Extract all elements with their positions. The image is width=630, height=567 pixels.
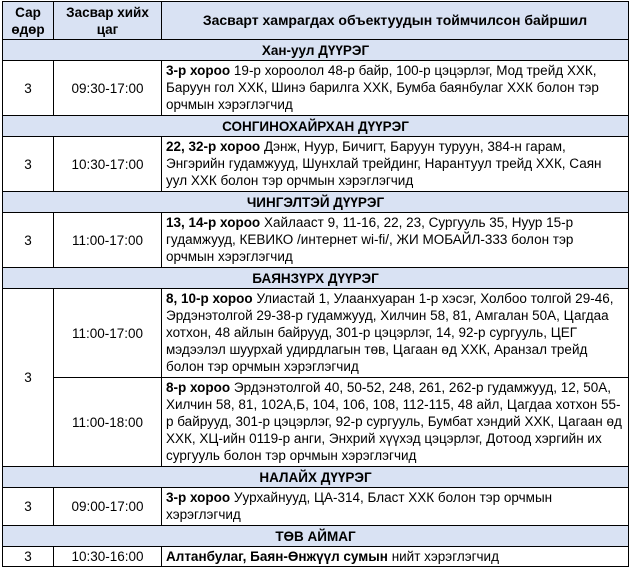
district-row-songinokhairkhan xyxy=(3,116,629,137)
time-cell: 09:30-17:00 xyxy=(54,61,162,116)
khoroo-label: 8, 10-р хороо xyxy=(166,291,253,306)
location-cell xyxy=(162,137,629,192)
location-cell xyxy=(162,488,629,526)
header-day: Сар өдөр xyxy=(3,2,54,40)
table-row xyxy=(3,547,629,567)
location-text: Дэнж, Нуур, Бичигт, Баруун туруун, 384-н гарам, Энгэрийн гудамжууд, Шунхлай трейдинг, Нарантуул трейд ХХК, Саян уул ХХК болон тэр орчмын хэрэглэгчид xyxy=(166,139,602,188)
table-row xyxy=(3,488,629,526)
khoroo-label: 22, 32-р хороо xyxy=(166,139,261,154)
location-text: Улиастай 1, Улаанхуаран 1-р хэсэг, Холбоо толгой 29-46, Эрдэнэтолгой 29-38-р гудамжууд, Хилчин 58, 81, Амгалан 50А, Цагдаа хотхон, 48 айлын байрууд, 301-р цэцэрлэг, 14, 92-р сургууль, ЦЕГ мэдээлэл шуурхай удирдлагын төв, Цагаан өд ХХК, Аранзал трейд болон тэр орчмын хэрэглэгчид xyxy=(166,291,614,374)
table-row xyxy=(3,61,629,116)
header-time: Засвар хийх цаг xyxy=(54,2,162,40)
table-row xyxy=(3,213,629,268)
khoroo-label: 13, 14-р хороо xyxy=(166,215,261,230)
day-cell: 3 xyxy=(3,213,54,268)
day-cell: 3 xyxy=(3,488,54,526)
district-name: СОНГИНОХАЙРХАН ДҮҮРЭГ xyxy=(3,116,629,137)
time-cell: 11:00-17:00 xyxy=(54,289,162,378)
table-row xyxy=(3,289,629,378)
time-cell: 11:00-17:00 xyxy=(54,213,162,268)
location-text: Уурхайнууд, ЦА-314, Бласт ХХК болон тэр орчмын хэрэглэгчид xyxy=(166,490,553,522)
location-cell xyxy=(162,61,629,116)
day-cell: 3 xyxy=(3,61,54,116)
outage-schedule-table xyxy=(2,1,629,567)
location-text: Хайлааст 9, 11-16, 22, 23, Сургууль 35, Нуур 15-р гудамжууд, КЕВИКО /интернет wi-fi/, ЖИ МОБАЙЛ-333 болон тэр орчмын хэрэглэгчид xyxy=(166,215,574,264)
district-name: ЧИНГЭЛТЭЙ ДҮҮРЭГ xyxy=(3,192,629,213)
location-cell xyxy=(162,289,629,378)
location-text: нийт хэрэглэгчид xyxy=(387,549,499,564)
district-name: Хан-уул ДҮҮРЭГ xyxy=(3,40,629,61)
table-row xyxy=(3,137,629,192)
district-row-khan-uul xyxy=(3,40,629,61)
time-cell: 09:00-17:00 xyxy=(54,488,162,526)
khoroo-label: 3-р хороо xyxy=(166,63,231,78)
table-row xyxy=(3,378,629,467)
district-name: БАЯНЗҮРХ ДҮҮРЭГ xyxy=(3,268,629,289)
table-header-row xyxy=(3,2,629,40)
location-text: Эрдэнэтолгой 40, 50-52, 248, 261, 262-р гудамжууд, 12, 50А, Хилчин 58, 81, 102А,Б, 104, 106, 108, 112-115, 48 айл, Цагдаа хотхон 55-р байрууд, 301-р цэцэрлэг, 92-р сургууль, Бумбат хэндий ХХК, Цагаан өд ХХК, ХЦ-ийн 0119-р анги, Энхрий хүүхэд цэцэрлэг, Дотоод хэргийн их сургууль болон тэр орчмын хэрэглэгчид xyxy=(166,380,622,463)
khoroo-label: 3-р хороо xyxy=(166,490,231,505)
time-cell: 10:30-17:00 xyxy=(54,137,162,192)
time-cell: 11:00-18:00 xyxy=(54,378,162,467)
khoroo-label: 8-р хороо xyxy=(166,380,231,395)
district-row-chingeltei xyxy=(3,192,629,213)
time-cell: 10:30-16:00 xyxy=(54,547,162,567)
district-row-tuv-aimag xyxy=(3,526,629,547)
day-cell: 3 xyxy=(3,547,54,567)
location-cell xyxy=(162,213,629,268)
khoroo-label: Алтанбулаг, Баян-Өнжүүл сумын xyxy=(166,549,388,564)
location-cell xyxy=(162,547,629,567)
header-location: Засварт хамрагдах объектуудын тоймчилсон байршил xyxy=(162,2,629,40)
location-text: 19-р хороолол 48-р байр, 100-р цэцэрлэг, Мод трейд ХХК, Баруун гол ХХК, Шинэ барилга ХХК, Бумба баянбулаг ХХК болон тэр орчмын хэрэглэгчид xyxy=(166,63,599,112)
location-cell xyxy=(162,378,629,467)
day-cell: 3 xyxy=(3,137,54,192)
district-row-nalaikh xyxy=(3,467,629,488)
district-name: НАЛАЙХ ДҮҮРЭГ xyxy=(3,467,629,488)
district-name: ТӨВ АЙМАГ xyxy=(3,526,629,547)
day-cell: 3 xyxy=(3,289,54,467)
district-row-bayanzurkh xyxy=(3,268,629,289)
